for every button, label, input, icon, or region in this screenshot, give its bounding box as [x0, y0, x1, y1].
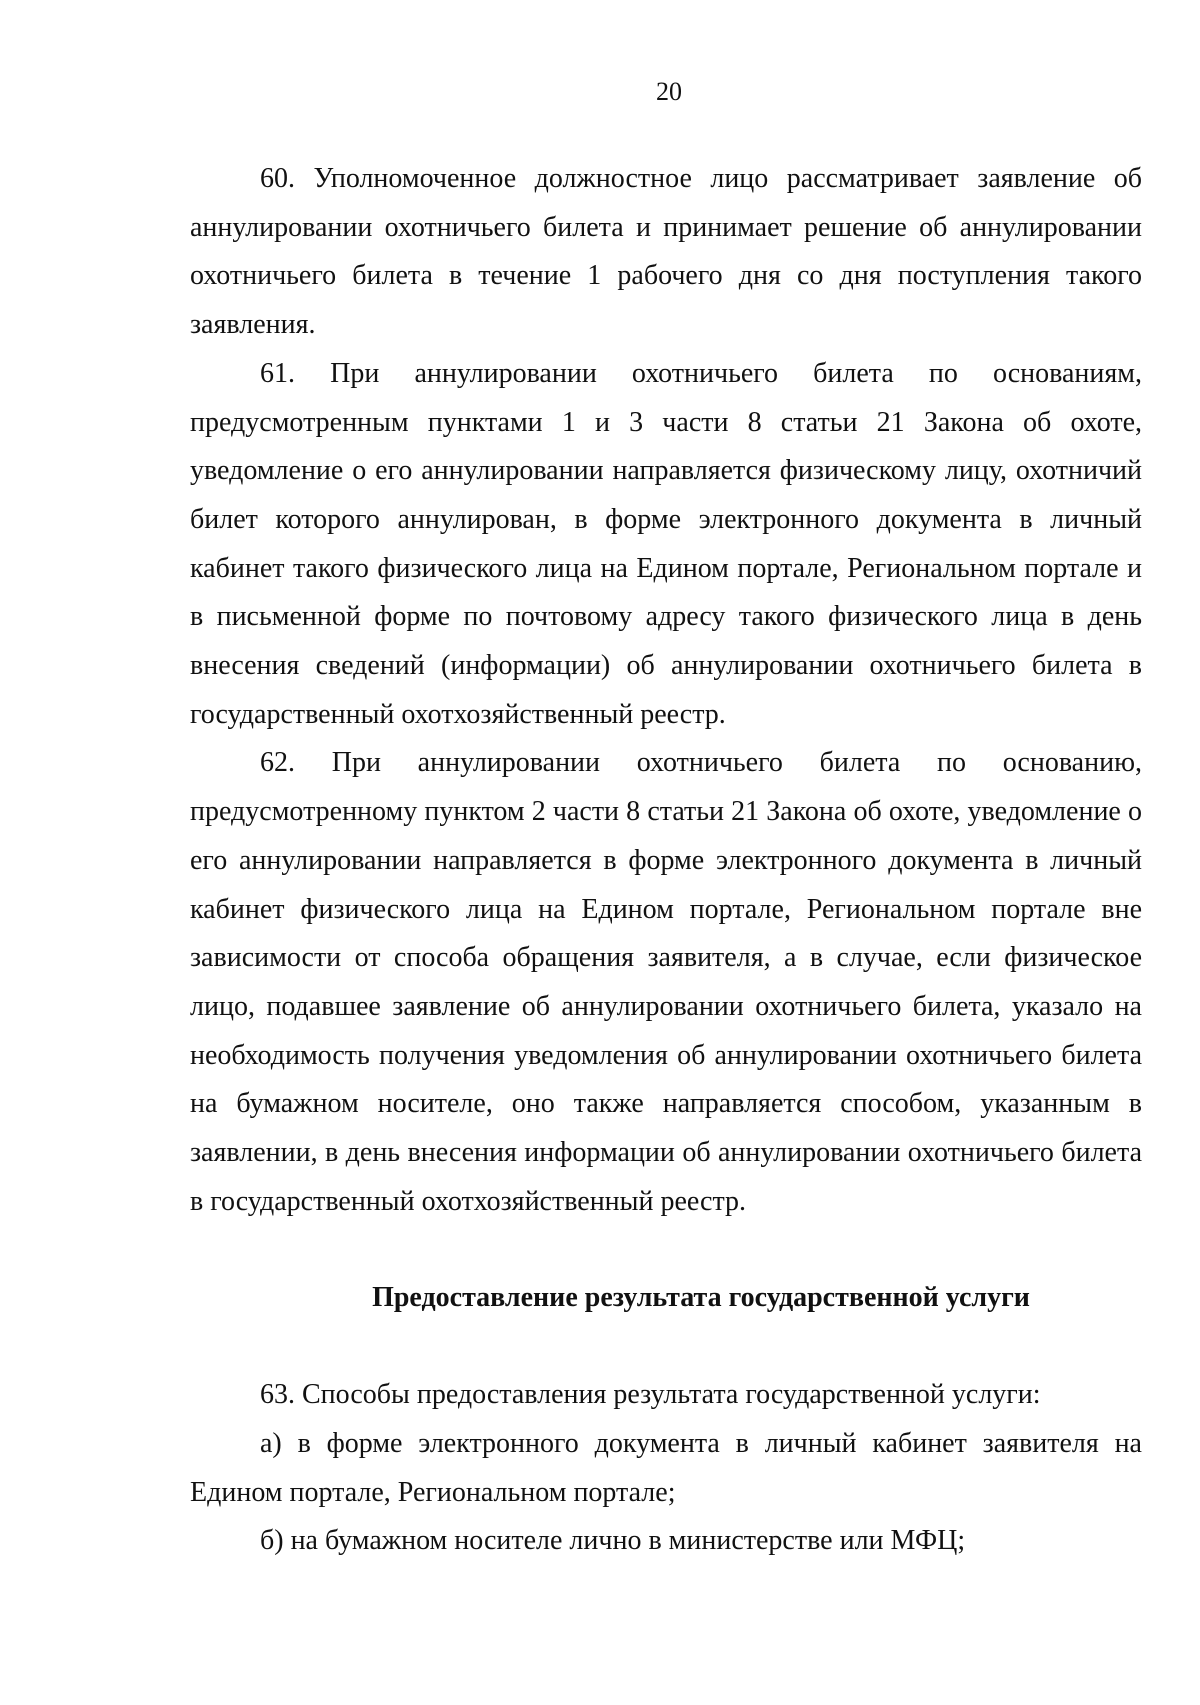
paragraph-63-a: а) в форме электронного документа в личный кабинет заявителя на Едином портале, Региональном портале; — [190, 1427, 1142, 1508]
paragraph-60: 60. Уполномоченное должностное лицо рассматривает заявление об аннулировании охотничьего билета и принимает решение об аннулировании охотничьего билета в течение 1 рабочего дня со дня поступления такого заявления. — [190, 163, 1142, 341]
document-body — [190, 155, 1142, 1566]
paragraph-62: 62. При аннулировании охотничьего билета по основанию, предусмотренному пунктом 2 части 8 статьи 21 Закона об охоте, уведомление о его аннулировании направляется в форме электронного документа в личный кабинет физического лица на Едином портале, Региональном портале вне зависимости от способа обращения заявителя, а в случае, если физическое лицо, подавшее заявление об аннулировании охотничьего билета, указало на необходимость получения уведомления об аннулировании охотничьего билета на бумажном носителе, оно также направляется способом, указанным в заявлении, в день внесения информации об аннулировании охотничьего билета в государственный охотхозяйственный реестр. — [190, 747, 1142, 1217]
paragraph-63: 63. Способы предоставления результата государственной услуги: — [260, 1379, 1041, 1411]
page-number: 20 — [656, 77, 682, 106]
paragraph-63-b: б) на бумажном носителе лично в министерстве или МФЦ; — [260, 1525, 966, 1557]
section-heading: Предоставление результата государственной услуги — [372, 1282, 1030, 1314]
paragraph-61: 61. При аннулировании охотничьего билета по основаниям, предусмотренным пунктами 1 и 3 части 8 статьи 21 Закона об охоте, уведомление о его аннулировании направляется физическому лицу, охотничий билет которого аннулирован, в форме электронного документа в личный кабинет такого физического лица на Едином портале, Региональном портале и в письменной форме по почтовому адресу такого физического лица в день внесения сведений (информации) об аннулировании охотничьего билета в государственный охотхозяйственный реестр. — [190, 357, 1142, 730]
